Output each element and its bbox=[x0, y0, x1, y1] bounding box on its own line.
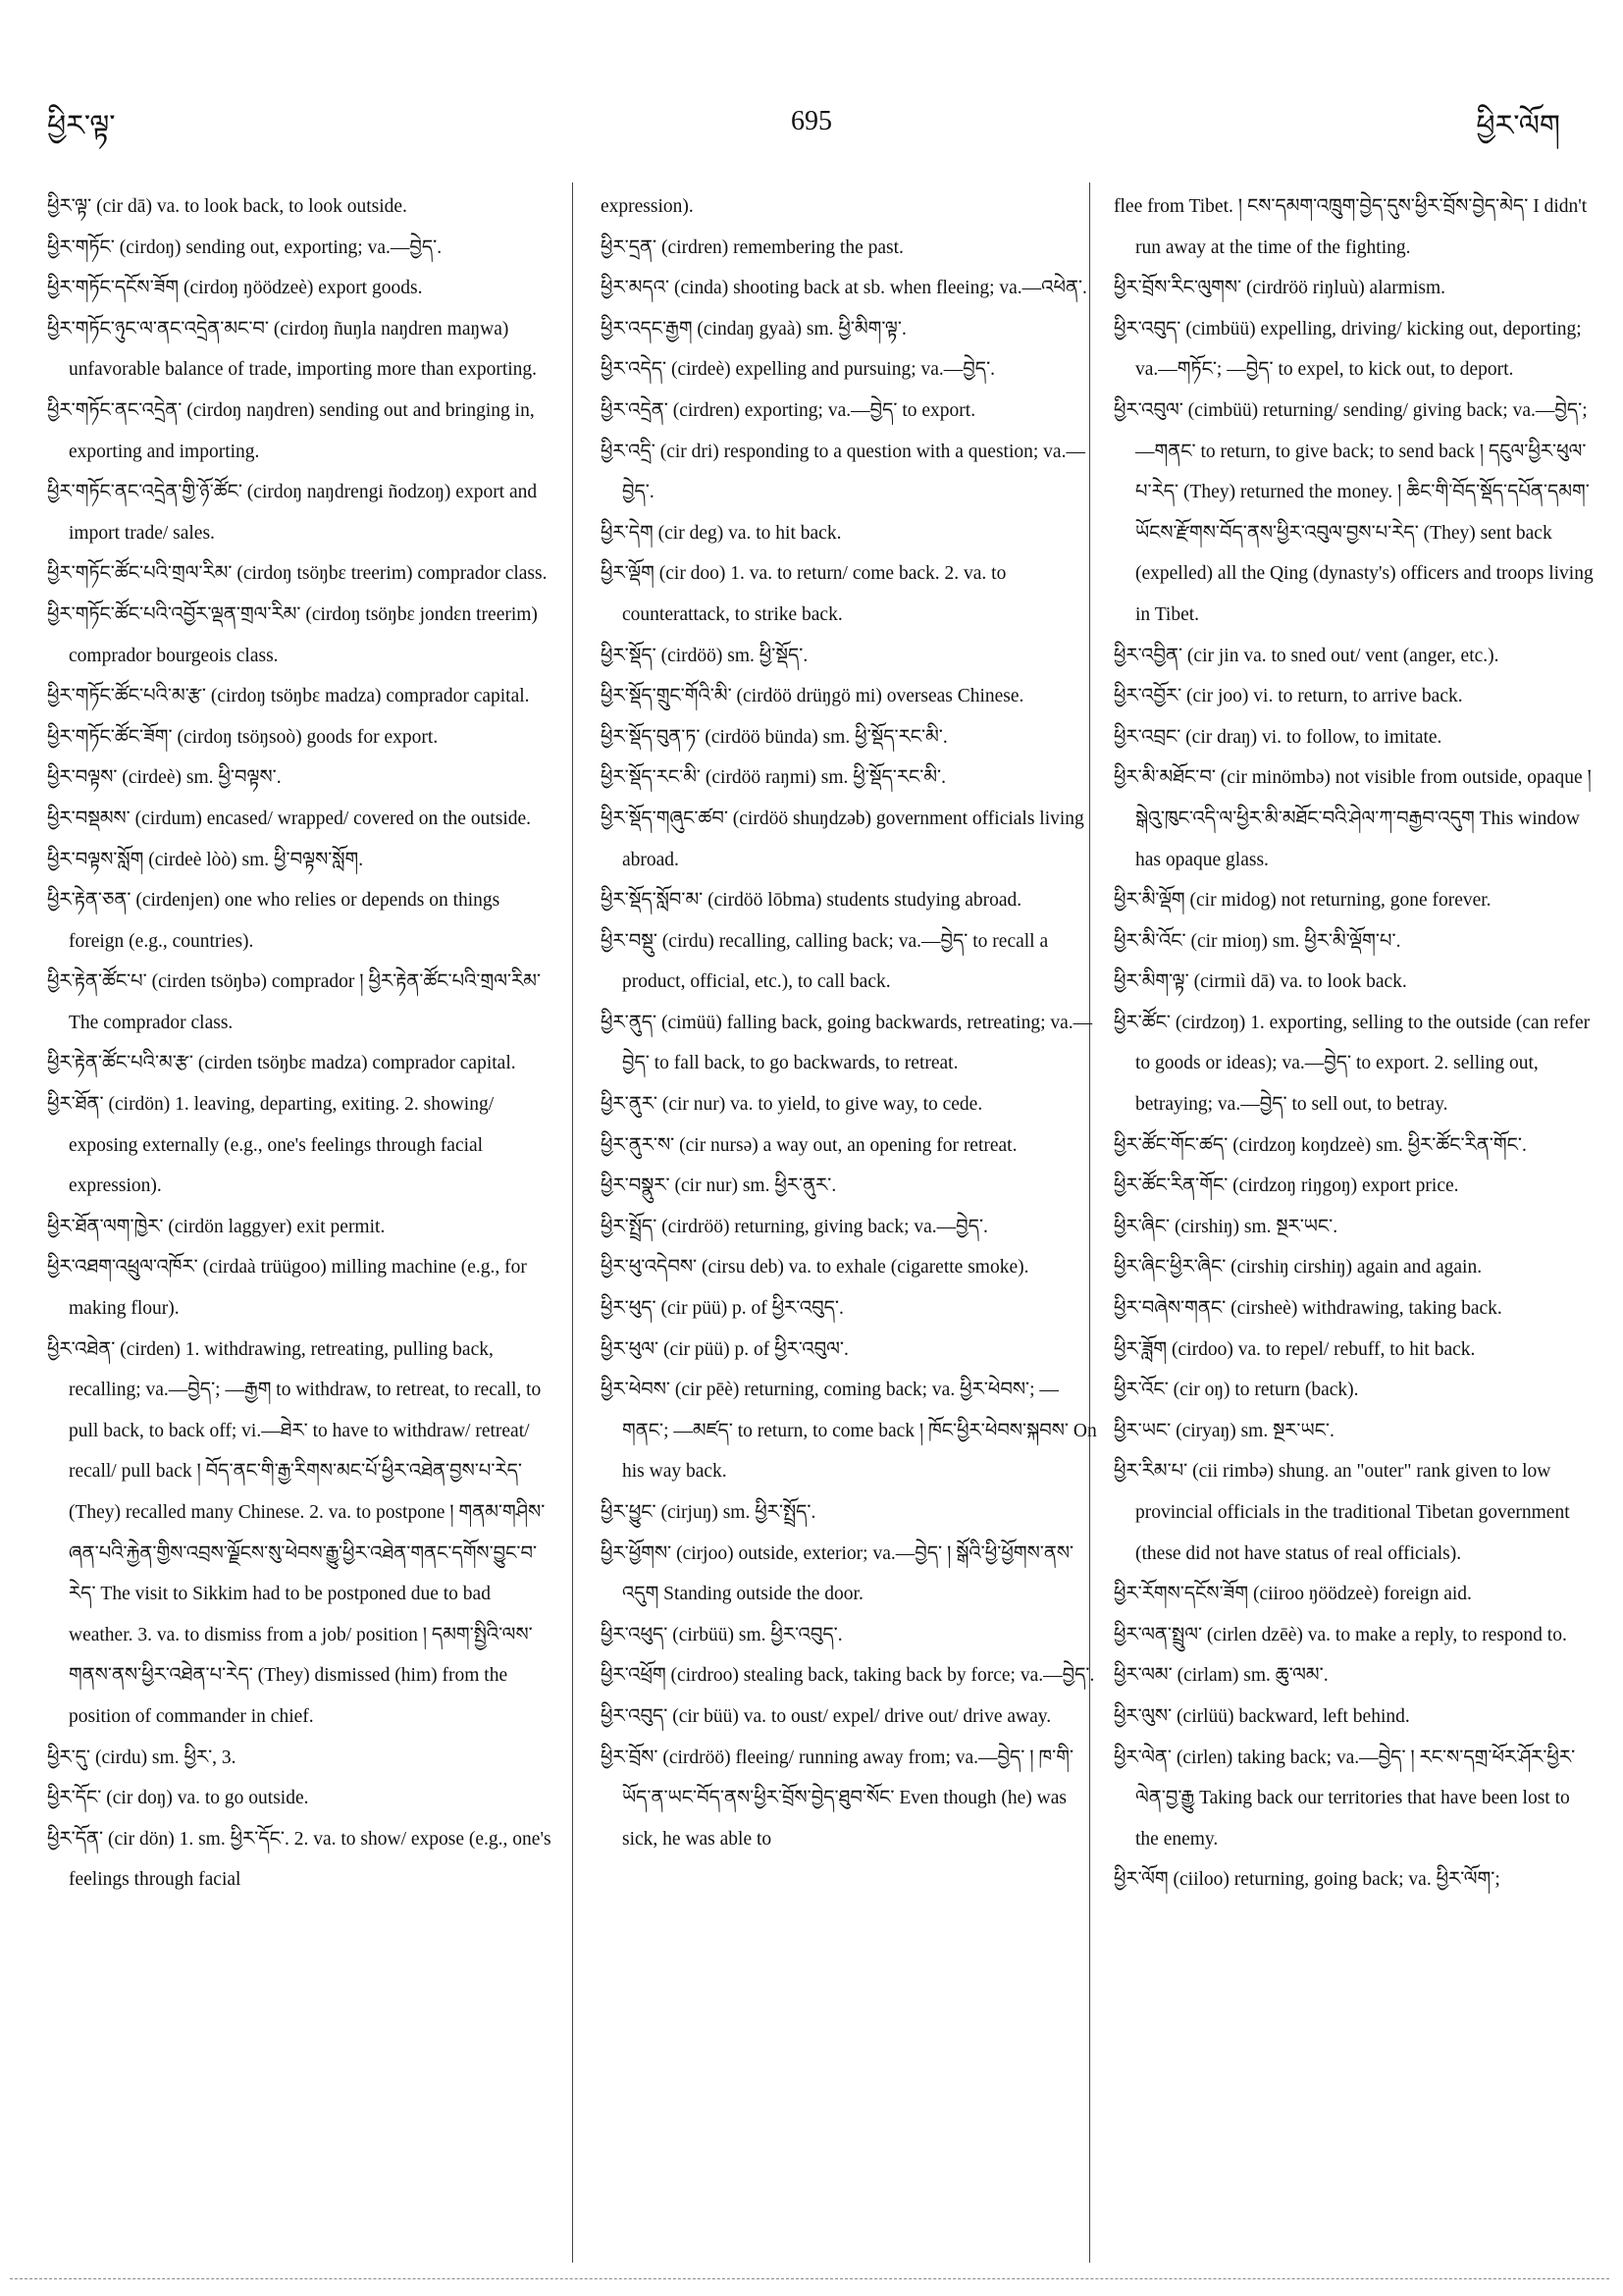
dictionary-entry: ཕྱིར་ནུར་ས་ (cir nursə) a way out, an opening for retreat. bbox=[601, 1134, 1018, 1156]
dictionary-entry: ཕྱིར་བལྟས་ (cirdeè) sm. ཕྱི་བལྟས་. bbox=[47, 767, 282, 789]
dictionary-entry: ཕྱིར་སྡོད་གྲུང་གོའི་མི་ (cirdöö drüŋgö mi) overseas Chinese. bbox=[601, 686, 1024, 707]
dictionary-entry: expression). bbox=[601, 196, 694, 217]
right-guide-word: ཕྱིར་ལོག bbox=[1476, 110, 1560, 142]
dictionary-entry: ཕྱིར་འཐེན་ (cirden) 1. withdrawing, retreating, pulling back, recalling; va.—བྱེད་; —རྒྱག to withdraw, to retreat, to recall, to pull back, to back off; vi.—ཐེར་ to have to withdraw/ retreat/ recall/ pull back ། བོད་ནང་གི་རྒྱ་རིགས་མང་པོ་ཕྱིར་འཐེན་བྱས་པ་རེད་ (They) recalled many Chinese. 2. va. to postpone ། གནམ་གཤིས་ཞན་པའི་རྐྱེན་གྱིས་འབྲས་ལྗོངས་སུ་ཕེབས་རྒྱུ་ཕྱིར་འཐེན་གནང་དགོས་བྱུང་བ་རེད་ The visit to Sikkim had to be postponed due to bad weather. 3. va. to dismiss from a job/ position ། དམག་སྤྱིའི་ལས་གནས་ནས་ཕྱིར་འཐེན་པ་རེད་ (They) dismissed (him) from the position of commander in chief. bbox=[47, 1338, 546, 1727]
dictionary-entry: ཕྱིར་སྡོད་སློབ་མ་ (cirdöö lōbma) students studying abroad. bbox=[601, 890, 1022, 912]
dictionary-entry: ཕྱིར་ཐོན་ (cirdön) 1. leaving, departing, exiting. 2. showing/ exposing externally (e.g., one's feelings through facial expression). bbox=[47, 1094, 495, 1197]
dictionary-entry: ཕྱིར་ལན་སྤྲུལ་ (cirlen dzēè) va. to make a reply, to respond to. bbox=[1114, 1624, 1567, 1645]
dictionary-entry: ཕྱིར་འབྱོར་ (cir joo) vi. to return, to arrive back. bbox=[1114, 686, 1463, 707]
dictionary-entry: ཕྱིར་ཕེབས་ (cir pēè) returning, coming back; va. ཕྱིར་ཕེབས་; —གནང་; —མཛད་ to return, to come back ། ཁོང་ཕྱིར་ཕེབས་སྐབས་ On his way back. bbox=[601, 1380, 1097, 1483]
dictionary-entry: ཕྱིར་ཡང་ (ciryaŋ) sm. སྔར་ཡང་. bbox=[1114, 1420, 1335, 1441]
dictionary-entry: ཕྱིར་གཏོང་དངོས་ཟོག (cirdoŋ ŋöödzeè) export goods. bbox=[47, 278, 423, 299]
dictionary-entry: ཕྱིར་རོགས་དངོས་ཟོག (ciiroo ŋöödzeè) foreign aid. bbox=[1114, 1584, 1472, 1605]
dictionary-entry: ཕྱིར་སྡོད་ (cirdöö) sm. ཕྱི་སྡོད་. bbox=[601, 645, 809, 666]
dictionary-entry: ཕྱིར་རྟེན་ཅན་ (cirdenjen) one who relies or depends on things foreign (e.g., countries). bbox=[47, 890, 500, 952]
column-divider bbox=[572, 183, 573, 2263]
dictionary-entry: ཕྱིར་རྟེན་ཚོང་པའི་མ་རྩ་ (cirden tsöŋbɛ madza) comprador capital. bbox=[47, 1053, 516, 1074]
dictionary-entry: ཕྱིར་ལྡོག (cir doo) 1. va. to return/ come back. 2. va. to counterattack, to strike back. bbox=[601, 563, 1007, 625]
dictionary-entry: ཕྱིར་བྲོས་རིང་ལུགས་ (cirdröö riŋluù) alarmism. bbox=[1114, 278, 1445, 299]
dictionary-entry: ཕྱིར་ཞིང་ (cirshiŋ) sm. སྔར་ཡང་. bbox=[1114, 1216, 1338, 1237]
dictionary-entry: ཕྱིར་འབུད་ (cimbüü) expelling, driving/ kicking out, deporting; va.—གཏོང་; —བྱེད་ to expel, to kick out, to deport. bbox=[1114, 318, 1582, 381]
dictionary-entry: ཕྱིར་ཞིང་ཕྱིར་ཞིང་ (cirshiŋ cirshiŋ) again and again. bbox=[1114, 1257, 1483, 1278]
dictionary-entry: ཕྱིར་དོན་ (cir dön) 1. sm. ཕྱིར་དོང་. 2. va. to show/ expose (e.g., one's feelings through facial bbox=[47, 1828, 551, 1891]
dictionary-entry: ཕྱིར་བསྡུ་ (cirdu) recalling, calling back; va.—བྱེད་ to recall a product, official, etc.), to call back. bbox=[601, 930, 1049, 993]
dictionary-entry: ཕྱིར་མི་མཐོང་བ་ (cir minömbə) not visible from outside, opaque ། སྒེའུ་ཁུང་འདི་ལ་ཕྱིར་མི་མཐོང་བའི་ཤེལ་ཀ་བརྒྱབ་འདུག This window has opaque glass. bbox=[1114, 767, 1592, 870]
dictionary-entry: ཕྱིར་གཏོང་ཚོང་པའི་གྲལ་རིམ་ (cirdoŋ tsöŋbɛ treerim) comprador class. bbox=[47, 563, 548, 585]
dictionary-entry: ཕྱིར་ཚོང་གོང་ཚད་ (cirdzoŋ koŋdzeè) sm. ཕྱིར་ཚོང་རིན་གོང་. bbox=[1114, 1134, 1527, 1156]
dictionary-entry: ཕྱིར་ལུས་ (cirlüü) backward, left behind. bbox=[1114, 1705, 1410, 1727]
dictionary-entry: ཕྱིར་འབྲང་ (cir draŋ) vi. to follow, to imitate. bbox=[1114, 726, 1442, 748]
dictionary-entry: ཕྱིར་གཏོང་ཉུང་ལ་ནང་འདྲེན་མང་བ་ (cirdoŋ ñuŋla naŋdren maŋwa) unfavorable balance of trade, importing more than exporting. bbox=[47, 318, 538, 381]
dictionary-entry: ཕྱིར་ལྟ་ (cir dā) va. to look back, to look outside. bbox=[47, 196, 407, 217]
dictionary-entry: ཕྱིར་འདྲེན་ (cirdren) exporting; va.—བྱེད་ to export. bbox=[601, 399, 976, 421]
dictionary-entry: ཕྱིར་ཚོང་ (cirdzoŋ) 1. exporting, selling to the outside (can refer to goods or ideas); va.—བྱེད་ to export. 2. selling out, betraying; va.—བྱེད་ to sell out, to betray. bbox=[1114, 1012, 1591, 1116]
dictionary-entry: ཕྱིར་བསྣུར་ (cir nur) sm. ཕྱིར་ནུར་. bbox=[601, 1175, 837, 1197]
dictionary-entry: ཕྱིར་ལམ་ (cirlam) sm. ཆུ་ལམ་. bbox=[1114, 1665, 1329, 1687]
dictionary-entry: ཕྱིར་ཕྱོགས་ (cirjoo) outside, exterior; va.—བྱེད་ ། སྒོའི་ཕྱི་ཕྱོགས་ནས་འདུག Standing outside the door. bbox=[601, 1542, 1074, 1605]
dictionary-entry: ཕྱིར་གཏོང་ (cirdoŋ) sending out, exporting; va.—བྱེད་. bbox=[47, 236, 443, 258]
dictionary-entry: ཕྱིར་གཏོང་ནང་འདྲེན་ (cirdoŋ naŋdren) sending out and bringing in, exporting and importing. bbox=[47, 399, 535, 462]
column-right bbox=[1114, 186, 1595, 1901]
dictionary-entry: ཕྱིར་གཏོང་ཚོང་པའི་མ་རྩ་ (cirdoŋ tsöŋbɛ madza) comprador capital. bbox=[47, 686, 530, 707]
dictionary-entry: ཕྱིར་འཕྲོག (cirdroo) stealing back, taking back by force; va.—བྱེད་. bbox=[601, 1665, 1095, 1687]
dictionary-entry: ཕྱིར་འདེད་ (cirdeè) expelling and pursuing; va.—བྱེད་. bbox=[601, 359, 996, 381]
dictionary-entry: ཕྱིར་ཕུ་འདེབས་ (cirsu deb) va. to exhale (cigarette smoke). bbox=[601, 1257, 1029, 1278]
dictionary-entry: ཕྱིར་དྲན་ (cirdren) remembering the past. bbox=[601, 236, 904, 258]
dictionary-entry: ཕྱིར་འཕུད་ (cirbüü) sm. ཕྱིར་འབུད་. bbox=[601, 1624, 843, 1645]
dictionary-entry: ཕྱིར་གཏོང་ནང་འདྲེན་གྱི་ཉོ་ཚོང་ (cirdoŋ naŋdrengi ñodzoŋ) export and import trade/ sales. bbox=[47, 482, 538, 544]
dictionary-entry: ཕྱིར་གཏོང་ཚོང་པའི་འབྱོར་ལྡན་གྲལ་རིམ་ (cirdoŋ tsöŋbɛ jondɛn treerim) comprador bourgeois class. bbox=[47, 603, 538, 666]
column-left bbox=[47, 186, 552, 1901]
dictionary-entry: ཕྱིར་མིག་ལྟ་ (cirmiì dā) va. to look back. bbox=[1114, 971, 1407, 993]
dictionary-entry: ཕྱིར་འབུལ་ (cimbüü) returning/ sending/ giving back; va.—བྱེད་; —གནང་ to return, to give back; to send back ། དངུལ་ཕྱིར་ཕུལ་པ་རེད་ (They) returned the money. ། ཆིང་གི་བོད་སྡོད་དཔོན་དམག་ཡོངས་རྫོགས་བོད་ནས་ཕྱིར་འབུལ་བྱས་པ་རེད་ (They) sent back (expelled) all the Qing (dynasty's) officers and troops living in Tibet. bbox=[1114, 399, 1594, 625]
dictionary-entry: ཕྱིར་ཕུད་ (cir püü) p. of ཕྱིར་འབུད་. bbox=[601, 1298, 844, 1320]
dictionary-entry: ཕྱིར་ཕྱུང་ (cirjuŋ) sm. ཕྱིར་སྤྲོད་. bbox=[601, 1502, 816, 1523]
dictionary-entry: ཕྱིར་མི་འོང་ (cir mioŋ) sm. ཕྱིར་མི་ལྡོག་པ་. bbox=[1114, 930, 1401, 952]
dictionary-entry: ཕྱིར་རྟེན་ཚོང་པ་ (cirden tsöŋbə) comprador ། ཕྱིར་རྟེན་ཚོང་པའི་གྲལ་རིམ་ The comprador class. bbox=[47, 971, 542, 1033]
dictionary-entry: ཕྱིར་འདྲི་ (cir dri) responding to a question with a question; va.—བྱེད་. bbox=[601, 441, 1085, 503]
dictionary-entry: ཕྱིར་འོང་ (cir oŋ) to return (back). bbox=[1114, 1380, 1359, 1401]
dictionary-entry: ཕྱིར་འབྱིན་ (cir jin va. to sned out/ vent (anger, etc.). bbox=[1114, 645, 1499, 666]
dictionary-entry: ཕྱིར་མདའ་ (cinda) shooting back at sb. when fleeing; va.—འཕེན་. bbox=[601, 278, 1087, 299]
dictionary-entry: ཕྱིར་ཐོན་ལག་ཁྱེར་ (cirdön laggyer) exit permit. bbox=[47, 1216, 386, 1237]
page-number: 695 bbox=[791, 106, 832, 136]
dictionary-entry: ཕྱིར་ནུད་ (cimüü) falling back, going backwards, retreating; va.—བྱེད་ to fall back, to go backwards, to retreat. bbox=[601, 1012, 1093, 1074]
dictionary-entry: ཕྱིར་བལྟས་སློག (cirdeè lòò) sm. ཕྱི་བལྟས་སློག. bbox=[47, 849, 364, 870]
dictionary-entry: ཕྱིར་དོང་ (cir doŋ) va. to go outside. bbox=[47, 1788, 309, 1809]
dictionary-entry: ཕྱིར་དུ་ (cirdu) sm. ཕྱིར་, 3. bbox=[47, 1747, 236, 1768]
dictionary-entry: ཕྱིར་སྡོད་བུན་ཏ་ (cirdöö bünda) sm. ཕྱི་སྡོད་རང་མི་. bbox=[601, 726, 948, 748]
dictionary-entry: ཕྱིར་འཐག་འཕྲུལ་འཁོར་ (cirdaà trüügoo) milling machine (e.g., for making flour). bbox=[47, 1257, 527, 1320]
dictionary-entry: ཕྱིར་དེག (cir deg) va. to hit back. bbox=[601, 522, 842, 544]
dictionary-entry: ཕྱིར་རིམ་པ་ (cii rimbə) shung. an "outer" rank given to low provincial officials in the traditional Tibetan government (these did not have status of real officials). bbox=[1114, 1461, 1570, 1564]
footer-rule bbox=[10, 2278, 1609, 2279]
dictionary-entry: ཕྱིར་འབུད་ (cir büü) va. to oust/ expel/ drive out/ drive away. bbox=[601, 1705, 1052, 1727]
left-guide-word: ཕྱིར་ལྟ་ bbox=[47, 110, 116, 142]
column-middle bbox=[601, 186, 1101, 1859]
dictionary-entry: ཕྱིར་བྲོས་ (cirdröö) fleeing/ running away from; va.—བྱེད་ ། ཁ་གི་ཡོད་ན་ཡང་བོད་ནས་ཕྱིར་བྲོས་བྱེད་ཐུབ་སོང་ Even though (he) was sick, he was able to bbox=[601, 1747, 1074, 1850]
dictionary-entry: ཕྱིར་བཞེས་གནང་ (cirsheè) withdrawing, taking back. bbox=[1114, 1298, 1502, 1320]
dictionary-entry: ཕྱིར་ཚོང་རིན་གོང་ (cirdzoŋ riŋgoŋ) export price. bbox=[1114, 1175, 1459, 1197]
dictionary-entry: ཕྱིར་ཕུལ་ (cir püü) p. of ཕྱིར་འབུལ་. bbox=[601, 1338, 849, 1360]
dictionary-entry: ཕྱིར་བསྡམས་ (cirdum) encased/ wrapped/ covered on the outside. bbox=[47, 808, 532, 829]
dictionary-entry: ཕྱིར་ལོག (ciiloo) returning, going back; va. ཕྱིར་ལོག་; bbox=[1114, 1869, 1500, 1891]
dictionary-entry: ཕྱིར་སྡོད་གཞུང་ཚབ་ (cirdöö shuŋdzəb) government officials living abroad. bbox=[601, 808, 1084, 870]
dictionary-entry: ཕྱིར་སྤྲོད་ (cirdröö) returning, giving back; va.—བྱེད་. bbox=[601, 1216, 988, 1237]
dictionary-entry: ཕྱིར་ཟློག (cirdoo) va. to repel/ rebuff, to hit back. bbox=[1114, 1338, 1476, 1360]
dictionary-entry: ཕྱིར་མི་ལྡོག (cir midog) not returning, gone forever. bbox=[1114, 890, 1492, 912]
dictionary-entry: ཕྱིར་ནུར་ (cir nur) va. to yield, to give way, to cede. bbox=[601, 1094, 983, 1116]
dictionary-entry: ཕྱིར་སྡོད་རང་མི་ (cirdöö raŋmi) sm. ཕྱི་སྡོད་རང་མི་. bbox=[601, 767, 947, 789]
dictionary-entry: ཕྱིར་ལེན་ (cirlen) taking back; va.—བྱེད་ ། རང་ས་དགྲ་ཕོར་ཤོར་ཕྱིར་ལེན་བྱ་རྒྱུ Taking back our territories that have been lost to the enemy. bbox=[1114, 1747, 1576, 1850]
dictionary-entry: flee from Tibet. ། ངས་དམག་འཁྲུག་བྱེད་དུས་ཕྱིར་བྲོས་བྱེད་མེད་ I didn't run away at the time of the fighting. bbox=[1114, 196, 1588, 258]
dictionary-entry: ཕྱིར་གཏོང་ཚོང་ཟོག་ (cirdoŋ tsöŋsoò) goods for export. bbox=[47, 726, 439, 748]
dictionary-entry: ཕྱིར་འདང་རྒྱག (cindaŋ gyaà) sm. ཕྱི་མིག་ལྟ་. bbox=[601, 318, 907, 339]
